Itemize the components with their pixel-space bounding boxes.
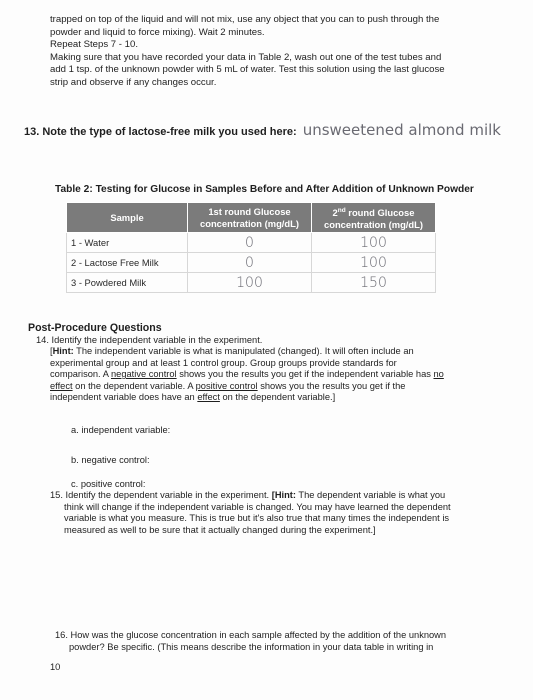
question-15: 15. Identify the dependent variable in the experiment. [Hint: The dependent variable is what you think will change if the independent variable is changed. You may have learned the dependent variable is what you measure. This is true but it's also true that many times the independent is measured as well to be sure that it actually changed during the experiment.] bbox=[50, 490, 451, 535]
round-2-cell: 100 bbox=[312, 253, 436, 273]
table-2-title: Table 2: Testing for Glucose in Samples Before and After Addition of Unknown Powder bbox=[55, 184, 474, 195]
round-1-cell: 0 bbox=[188, 253, 312, 273]
round-1-cell: 0 bbox=[188, 233, 312, 253]
table-2 bbox=[66, 202, 436, 293]
round-1-cell: 100 bbox=[188, 273, 312, 293]
question-14-part-a: a. independent variable: bbox=[71, 425, 171, 435]
table-row bbox=[67, 273, 436, 293]
question-14-hint: [Hint: The independent variable is what is manipulated (changed). It will often include an experimental group and at least 1 control group. Group groups provide standards for comparison. A negative control shows you the results you get if the independent variable has no effect on the dependent variable. A positive control shows you the results you get if the independent variable does have an effect on the dependent variable.] bbox=[50, 346, 444, 403]
procedure-line: Making sure that you have recorded your data in Table 2, wash out one of the test tubes and bbox=[50, 51, 442, 63]
page-number: 10 bbox=[50, 662, 61, 672]
procedure-line: Repeat Steps 7 - 10. bbox=[50, 39, 138, 51]
question-13 bbox=[24, 121, 501, 139]
round-2-cell: 150 bbox=[312, 273, 436, 293]
question-13-handwritten-answer: unsweetened almond milk bbox=[302, 121, 501, 139]
table-row bbox=[67, 253, 436, 273]
procedure-line: add 1 tsp. of the unknown powder with 5 mL of water. Test this solution using the last glucose bbox=[50, 64, 445, 76]
col-header-round-1: 1st round Glucose concentration (mg/dL) bbox=[188, 203, 312, 233]
post-procedure-heading: Post-Procedure Questions bbox=[28, 322, 162, 334]
round-2-cell: 100 bbox=[312, 233, 436, 253]
sample-cell: 3 - Powdered Milk bbox=[67, 273, 188, 293]
procedure-line: strip and observe if any changes occur. bbox=[50, 76, 217, 88]
question-14-text: 14. Identify the independent variable in the experiment. bbox=[36, 335, 263, 345]
col-header-sample: Sample bbox=[67, 203, 188, 233]
col-header-round-2: 2nd round Glucose concentration (mg/dL) bbox=[312, 203, 436, 233]
procedure-line: powder and liquid to force mixing). Wait 2 minutes. bbox=[50, 26, 265, 38]
question-14 bbox=[36, 335, 444, 403]
procedure-text bbox=[50, 14, 445, 90]
sample-cell: 2 - Lactose Free Milk bbox=[67, 253, 188, 273]
sample-cell: 1 - Water bbox=[67, 233, 188, 253]
question-16: 16. How was the glucose concentration in each sample affected by the addition of the unknown powder? Be specific. (This means describe the information in your data table in writing in bbox=[55, 630, 447, 652]
question-14-part-b: b. negative control: bbox=[71, 455, 150, 465]
question-14-part-c: c. positive control: bbox=[71, 479, 146, 489]
question-13-label: 13. Note the type of lactose-free milk you used here: bbox=[24, 126, 297, 138]
table-row bbox=[67, 233, 436, 253]
procedure-line: trapped on top of the liquid and will not mix, use any object that you can to push through the bbox=[50, 14, 440, 25]
